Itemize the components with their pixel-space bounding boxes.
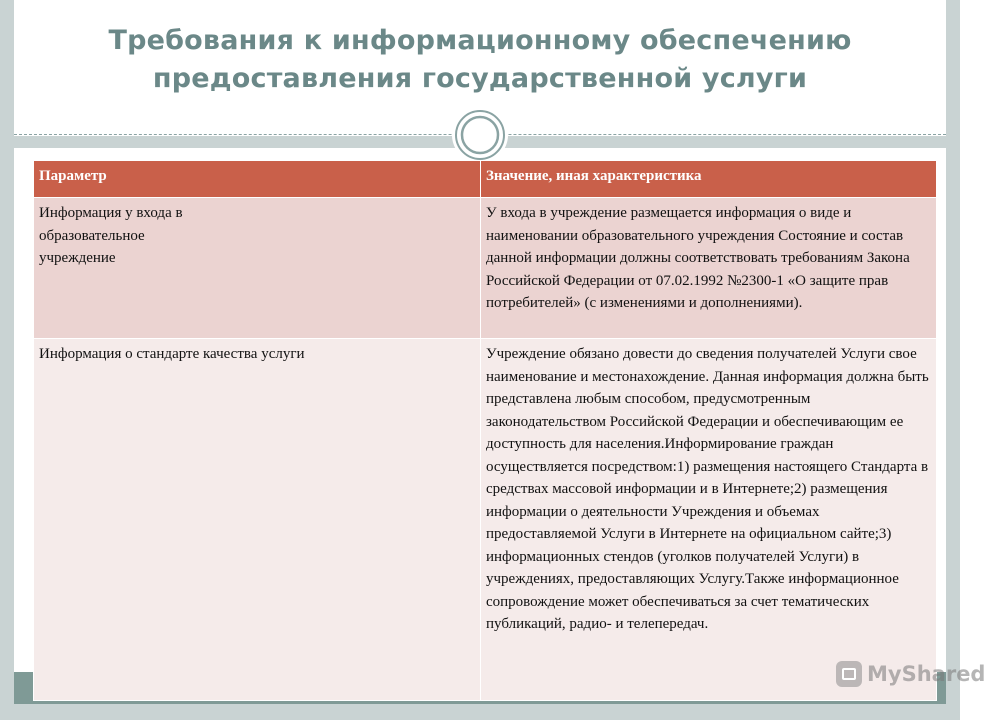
parameter-line: образовательное [39, 227, 145, 244]
parameter-cell [34, 198, 481, 339]
watermark [836, 661, 985, 687]
value-cell: Учреждение обязано довести до сведения получателей Услуги свое наименование и местонахождение. Данная информация должна быть представлена любым способом, предусмотренным законодательством Российской Федерации и обеспечивающим ее доступность для населения.Информирование граждан осуществляется посредством:1) размещения настоящего Стандарта в средствах массовой информации и в Интернете;2) размещения информации о деятельности Учреждения и объемах предоставляемой Услуги в Интернете на официальном сайте;3) информационных стендов (уголков получателей Услуги) в учреждениях, предоставляющих Услугу.Также информационное сопровождение может обеспечиваться за счет тематических публикаций, радио- и телепередач. [481, 339, 937, 701]
slide-title-line-2: предоставления государственной услуги [152, 63, 808, 94]
slide-title-line-1: Требования к информационному обеспечению [108, 25, 852, 56]
slide-title [14, 22, 946, 98]
circle-ornament-icon [452, 107, 508, 163]
parameter-line: учреждение [39, 250, 116, 266]
watermark-text: MyShared [867, 662, 985, 686]
parameter-cell [34, 339, 481, 701]
table-header-row [34, 161, 937, 198]
parameter-line: Информация у входа в [39, 205, 183, 221]
table-row [34, 198, 937, 339]
myshared-logo-icon [836, 661, 862, 687]
table-row [34, 339, 937, 701]
header-parameter: Параметр [34, 161, 481, 198]
value-cell: У входа в учреждение размещается информация о виде и наименовании образовательного учреждения Состояние и состав данной информации должны соответствовать требованиям Закона Российской Федерации от 07.02.1992 №2300-1 «О защите прав потребителей» (с изменениями и дополнениями). [481, 198, 937, 339]
header-value: Значение, иная характеристика [481, 161, 937, 198]
parameter-line: Информация о стандарте качества услуги [39, 346, 305, 362]
requirements-table [33, 160, 937, 701]
